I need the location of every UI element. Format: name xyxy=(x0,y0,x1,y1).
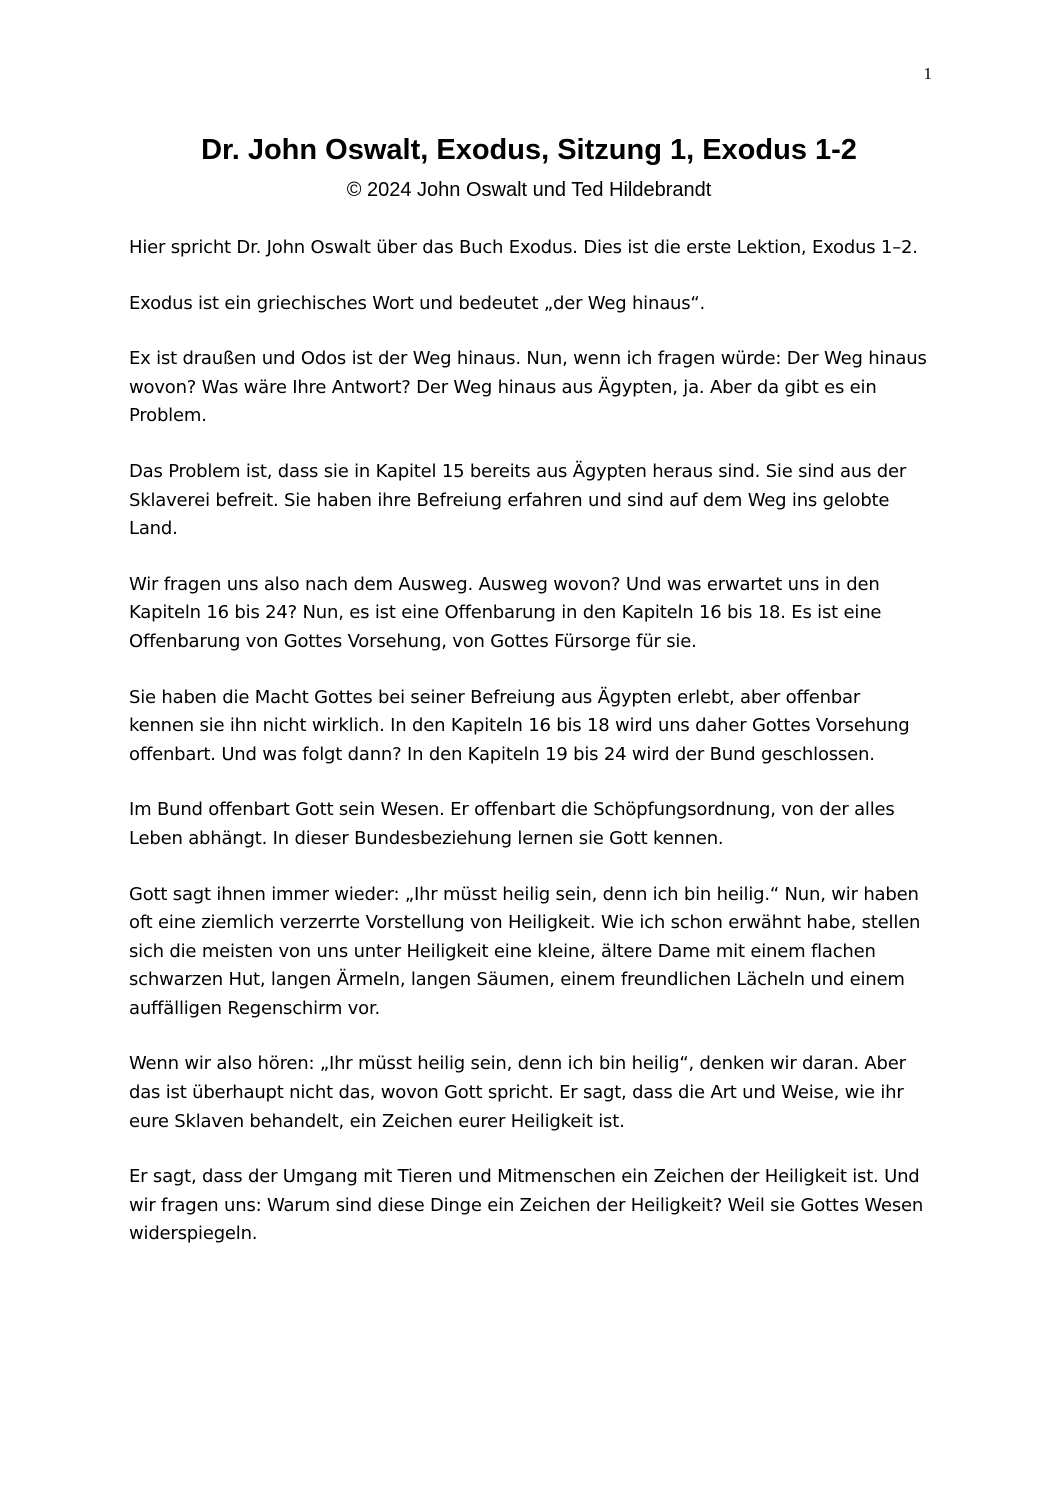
paragraph: Hier spricht Dr. John Oswalt über das Buch Exodus. Dies ist die erste Lektion, Exodus 1–2. xyxy=(129,237,918,258)
paragraph: Das Problem ist, dass sie in Kapitel 15 bereits aus Ägypten heraus sind. Sie sind aus der Sklaverei befreit. Sie haben ihre Befreiung erfahren und sind auf dem Weg ins gelobte Land. xyxy=(129,460,907,540)
paragraph: Wenn wir also hören: „Ihr müsst heilig sein, denn ich bin heilig“, denken wir daran. Aber das ist überhaupt nicht das, wovon Gott spricht. Er sagt, dass die Art und Weise, wie ihr eure Sklaven behandelt, ein Zeichen eurer Heiligkeit ist. xyxy=(129,1053,906,1132)
copyright-line: © 2024 John Oswalt und Ted Hildebrandt xyxy=(346,179,712,201)
paragraph: Sie haben die Macht Gottes bei seiner Befreiung aus Ägypten erlebt, aber offenbar kennen sie ihn nicht wirklich. In den Kapiteln 16 bis 18 wird uns daher Gottes Vorsehung offenbart. Und was folgt dann? In den Kapiteln 19 bis 24 wird der Bund geschlossen. xyxy=(129,686,910,765)
page-number: 1 xyxy=(923,64,932,83)
paragraph: Wir fragen uns also nach dem Ausweg. Ausweg wovon? Und was erwartet uns in den Kapiteln 16 bis 24? Nun, es ist eine Offenbarung in den Kapiteln 16 bis 18. Es ist eine Offenbarung von Gottes Vorsehung, von Gottes Fürsorge für sie. xyxy=(129,573,882,652)
paragraph: Im Bund offenbart Gott sein Wesen. Er offenbart die Schöpfungsordnung, von der alles Leben abhängt. In dieser Bundesbeziehung lernen sie Gott kennen. xyxy=(129,799,895,849)
paragraph: Er sagt, dass der Umgang mit Tieren und Mitmenschen ein Zeichen der Heiligkeit ist. Und wir fragen uns: Warum sind diese Dinge ein Zeichen der Heiligkeit? Weil sie Gottes Wesen widerspiegeln. xyxy=(129,1166,924,1245)
document-title: Dr. John Oswalt, Exodus, Sitzung 1, Exodus 1-2 xyxy=(201,134,857,166)
document-body xyxy=(129,234,929,1276)
paragraph: Ex ist draußen und Odos ist der Weg hinaus. Nun, wenn ich fragen würde: Der Weg hinaus wovon? Was wäre Ihre Antwort? Der Weg hinaus aus Ägypten, ja. Aber da gibt es ein Problem. xyxy=(129,348,927,427)
paragraph: Exodus ist ein griechisches Wort und bedeutet „der Weg hinaus“. xyxy=(129,292,706,314)
paragraph: Gott sagt ihnen immer wieder: „Ihr müsst heilig sein, denn ich bin heilig.“ Nun, wir haben oft eine ziemlich verzerrte Vorstellung von Heiligkeit. Wie ich schon erwähnt habe, stellen sich die meisten von uns unter Heiligkeit eine kleine, ältere Dame mit einem flachen schwarzen Hut, langen Ärmeln, langen Säumen, einem freundlichen Lächeln und einem auffälligen Regenschirm vor. xyxy=(129,883,921,1019)
